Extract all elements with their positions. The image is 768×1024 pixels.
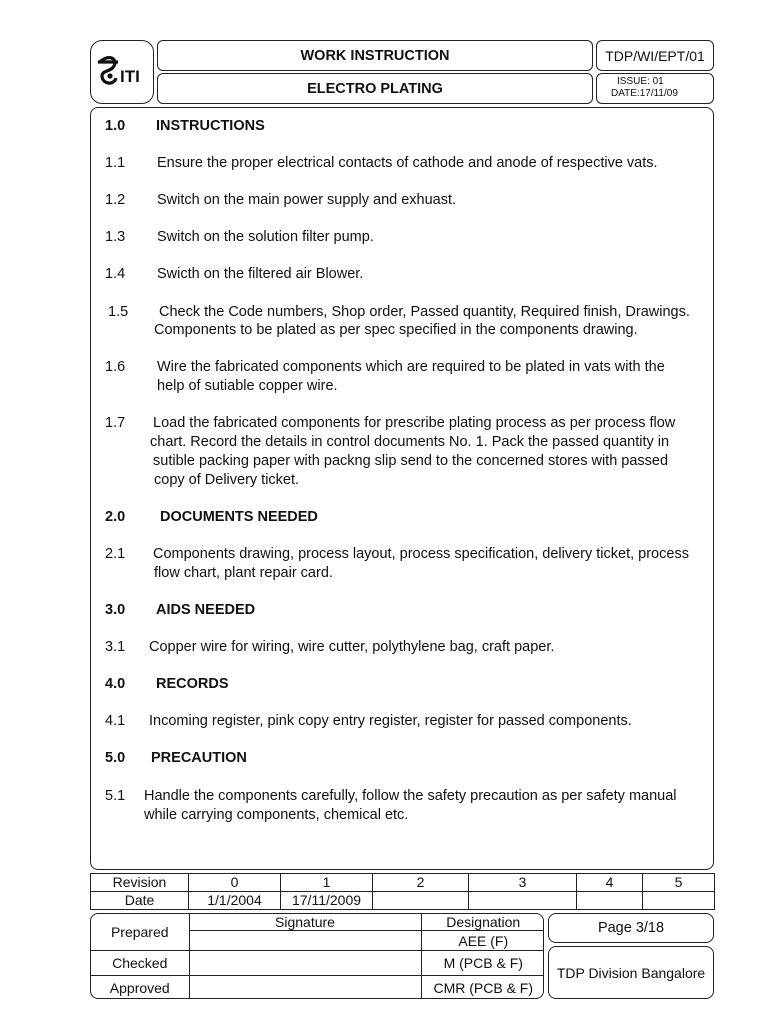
item-number: 2.1	[105, 546, 126, 562]
item-text: Copper wire for wiring, wire cutter, polythylene bag, craft paper.	[149, 639, 555, 655]
checked-designation: M (PCB & F)	[421, 951, 544, 976]
item-number: 1.3	[105, 229, 126, 245]
item-number: 1.7	[105, 415, 126, 431]
item-text: Swicth on the filtered air Blower.	[157, 266, 364, 282]
item-number: 4.1	[105, 713, 126, 729]
item-number: 1.5	[108, 304, 129, 320]
revision-number: 5	[643, 874, 715, 892]
approved-designation: CMR (PCB & F)	[421, 976, 544, 1000]
item-text: Components to be plated as per spec specified in the components drawing.	[154, 322, 638, 338]
section-title: PRECAUTION	[151, 750, 247, 766]
checked-row	[91, 951, 544, 976]
section-number: 3.0	[105, 602, 126, 618]
item-text: Incoming register, pink copy entry register, register for passed components.	[149, 713, 632, 729]
revision-date: 17/11/2009	[281, 892, 373, 910]
revision-row	[91, 874, 715, 892]
item-text: Switch on the solution filter pump.	[157, 229, 374, 245]
item-text: Handle the components carefully, follow the safety precaution as per safety manual	[144, 788, 677, 804]
issue-date: DATE:17/11/09	[611, 88, 678, 99]
revision-date: 1/1/2004	[189, 892, 281, 910]
document-title: WORK INSTRUCTION	[157, 40, 593, 71]
approved-row	[91, 976, 544, 1000]
section-title: DOCUMENTS NEEDED	[160, 509, 318, 525]
approval-block	[90, 913, 544, 999]
section-number: 1.0	[105, 118, 126, 134]
revision-number: 1	[281, 874, 373, 892]
section-number: 5.0	[105, 750, 126, 766]
section-number: 4.0	[105, 676, 126, 692]
revision-number: 3	[469, 874, 577, 892]
prepared-signature	[189, 931, 421, 951]
date-row	[91, 892, 715, 910]
document-number: TDP/WI/EPT/01	[596, 40, 714, 71]
item-text: while carrying components, chemical etc.	[144, 807, 409, 823]
item-number: 3.1	[105, 639, 126, 655]
revision-date	[577, 892, 643, 910]
item-text: Switch on the main power supply and exhuast.	[157, 192, 457, 208]
item-number: 1.4	[105, 266, 126, 282]
item-text: Load the fabricated components for prescribe plating process as per process flow	[153, 415, 676, 431]
date-label: Date	[91, 892, 189, 910]
iti-logo-icon	[94, 52, 150, 92]
revision-date	[373, 892, 469, 910]
issue-info	[596, 73, 714, 104]
revision-table	[90, 873, 715, 910]
revision-number: 2	[373, 874, 469, 892]
approved-label: Approved	[91, 976, 189, 1000]
item-number: 1.1	[105, 155, 126, 171]
item-number: 5.1	[105, 788, 126, 804]
instruction-body	[90, 107, 714, 870]
checked-signature	[189, 951, 421, 976]
prepared-label: Prepared	[91, 914, 189, 951]
approved-signature	[189, 976, 421, 1000]
section-title: AIDS NEEDED	[156, 602, 256, 618]
revision-number: 0	[189, 874, 281, 892]
section-title: RECORDS	[156, 676, 229, 692]
revision-number: 4	[577, 874, 643, 892]
item-text: Ensure the proper electrical contacts of cathode and anode of respective vats.	[157, 155, 658, 171]
item-number: 1.6	[105, 359, 126, 375]
item-text: flow chart, plant repair card.	[154, 565, 333, 581]
section-title: INSTRUCTIONS	[156, 118, 265, 134]
item-text: chart. Record the details in control documents No. 1. Pack the passed quantity in	[150, 434, 670, 450]
designation-header: Designation	[421, 914, 544, 931]
item-text: sutible packing paper with packng slip send to the concerned stores with passed	[153, 453, 669, 469]
item-text: Components drawing, process layout, process specification, delivery ticket, process	[153, 546, 689, 562]
page-number: Page 3/18	[548, 913, 714, 943]
prepared-designation: AEE (F)	[421, 931, 544, 951]
division-name: TDP Division Bangalore	[548, 946, 714, 999]
issue-number: ISSUE: 01	[617, 76, 664, 87]
revision-date	[643, 892, 715, 910]
approval-table	[91, 914, 544, 999]
revision-label: Revision	[91, 874, 189, 892]
item-text: Wire the fabricated components which are required to be plated in vats with the	[157, 359, 665, 375]
revision-date	[469, 892, 577, 910]
item-number: 1.2	[105, 192, 126, 208]
document-subtitle: ELECTRO PLATING	[157, 73, 593, 104]
item-text: copy of Delivery ticket.	[154, 472, 300, 488]
svg-text:ITI: ITI	[120, 67, 140, 86]
company-logo	[90, 40, 154, 104]
item-text: Check the Code numbers, Shop order, Passed quantity, Required finish, Drawings.	[159, 304, 690, 320]
item-text: help of sutiable copper wire.	[157, 378, 338, 394]
signature-header: Signature	[189, 914, 421, 931]
approval-header-row	[91, 914, 544, 931]
section-number: 2.0	[105, 509, 126, 525]
checked-label: Checked	[91, 951, 189, 976]
